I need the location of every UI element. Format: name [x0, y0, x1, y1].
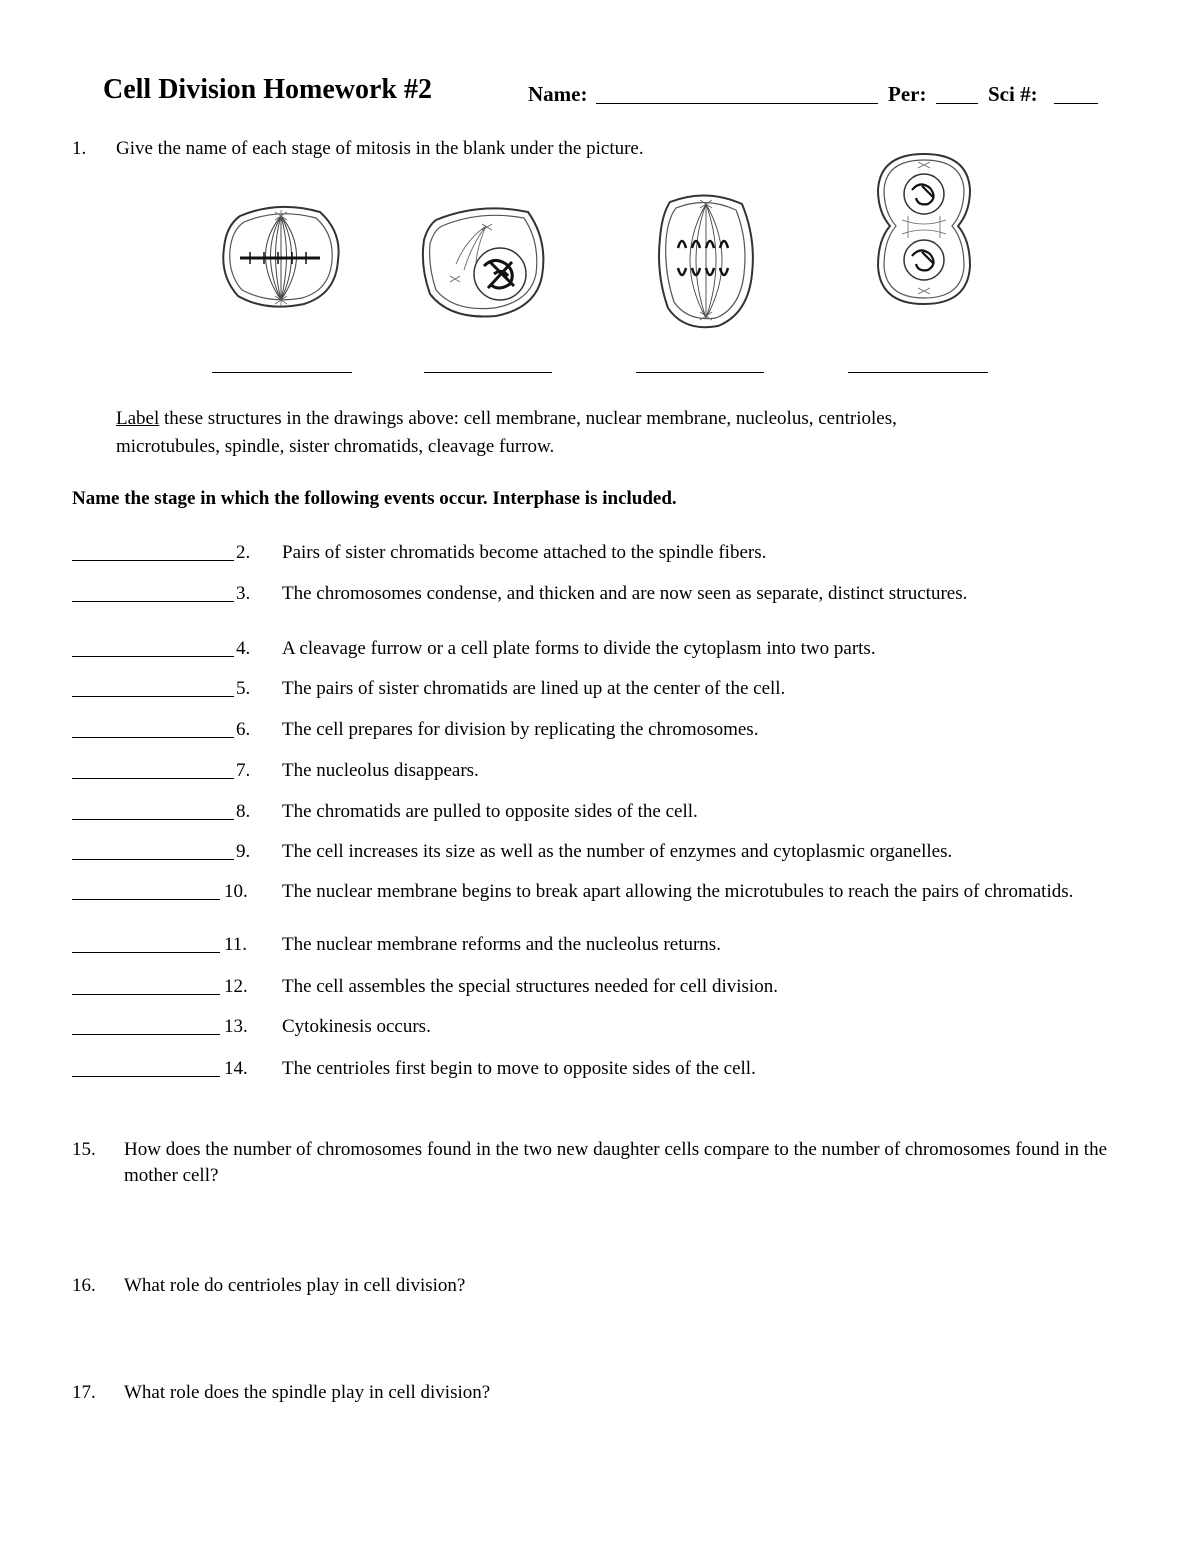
event-text: The chromatids are pulled to opposite sides of the cell. [282, 801, 698, 822]
event-text: A cleavage furrow or a cell plate forms to divide the cytoplasm into two parts. [282, 638, 876, 659]
event-text: The nuclear membrane begins to break apart allowing the microtubules to reach the pairs of chromatids. [282, 881, 1074, 902]
stage-blank-1[interactable] [212, 372, 352, 373]
event-number: 10. [224, 881, 248, 902]
event-text: The nuclear membrane reforms and the nucleolus returns. [282, 934, 721, 955]
event-answer-blank[interactable] [72, 601, 234, 602]
question-number: 15. [72, 1139, 96, 1160]
event-answer-blank[interactable] [72, 696, 234, 697]
label-word: Label [116, 408, 160, 429]
event-text: The centrioles first begin to move to opposite sides of the cell. [282, 1058, 756, 1079]
stage-blank-4[interactable] [848, 372, 988, 373]
event-number: 14. [224, 1058, 248, 1079]
sci-field[interactable] [1054, 103, 1098, 104]
figure-prophase [420, 200, 548, 320]
event-text: The nucleolus disappears. [282, 760, 479, 781]
figure-metaphase [220, 202, 342, 310]
stage-blank-3[interactable] [636, 372, 764, 373]
section-heading: Name the stage in which the following events occur. Interphase is included. [72, 488, 677, 509]
event-number: 4. [236, 638, 251, 659]
event-number: 11. [224, 934, 248, 955]
event-answer-blank[interactable] [72, 656, 234, 657]
event-number: 12. [224, 976, 248, 997]
event-text: The cell increases its size as well as the number of enzymes and cytoplasmic organelles. [282, 841, 953, 862]
per-field[interactable] [936, 103, 978, 104]
event-answer-blank[interactable] [72, 778, 234, 779]
event-text: Pairs of sister chromatids become attached to the spindle fibers. [282, 542, 767, 563]
event-text: Cytokinesis occurs. [282, 1016, 431, 1037]
event-text: The cell assembles the special structures needed for cell division. [282, 976, 778, 997]
event-answer-blank[interactable] [72, 737, 234, 738]
event-number: 5. [236, 678, 251, 699]
sci-label: Sci #: [988, 82, 1038, 106]
page-title: Cell Division Homework #2 [103, 74, 432, 105]
event-answer-blank[interactable] [72, 560, 234, 561]
event-answer-blank[interactable] [72, 994, 220, 995]
event-number: 2. [236, 542, 251, 563]
event-answer-blank[interactable] [72, 952, 220, 953]
label-instruction [116, 405, 1126, 461]
figure-anaphase [656, 190, 756, 330]
event-number: 3. [236, 583, 251, 604]
event-answer-blank[interactable] [72, 899, 220, 900]
question-number: 16. [72, 1275, 96, 1296]
question-text: What role does the spindle play in cell division? [124, 1382, 491, 1403]
event-number: 7. [236, 760, 251, 781]
event-number: 8. [236, 801, 251, 822]
event-text: The chromosomes condense, and thicken and are now seen as separate, distinct structures. [282, 583, 968, 604]
event-text: The cell prepares for division by replicating the chromosomes. [282, 719, 759, 740]
label-instruction-line1: these structures in the drawings above: cell membrane, nuclear membrane, nucleolus, centrioles, [159, 408, 897, 429]
question-text: How does the number of chromosomes found in the two new daughter cells compare to the number of chromosomes found in the mother cell? [124, 1139, 1108, 1186]
figure-telophase [872, 150, 976, 308]
per-label: Per: [888, 82, 927, 106]
event-answer-blank[interactable] [72, 1076, 220, 1077]
stage-blank-2[interactable] [424, 372, 552, 373]
event-number: 9. [236, 841, 251, 862]
q1-prompt: Give the name of each stage of mitosis in the blank under the picture. [116, 138, 644, 159]
event-answer-blank[interactable] [72, 819, 234, 820]
event-answer-blank[interactable] [72, 1034, 220, 1035]
event-number: 6. [236, 719, 251, 740]
question-number: 17. [72, 1382, 96, 1403]
name-label: Name: [528, 82, 588, 106]
q1-number: 1. [72, 138, 87, 159]
label-instruction-line2: microtubules, spindle, sister chromatids, cleavage furrow. [116, 436, 555, 457]
event-answer-blank[interactable] [72, 859, 234, 860]
event-text: The pairs of sister chromatids are lined up at the center of the cell. [282, 678, 786, 699]
event-number: 13. [224, 1016, 248, 1037]
question-text: What role do centrioles play in cell division? [124, 1275, 466, 1296]
name-field[interactable] [596, 103, 878, 104]
